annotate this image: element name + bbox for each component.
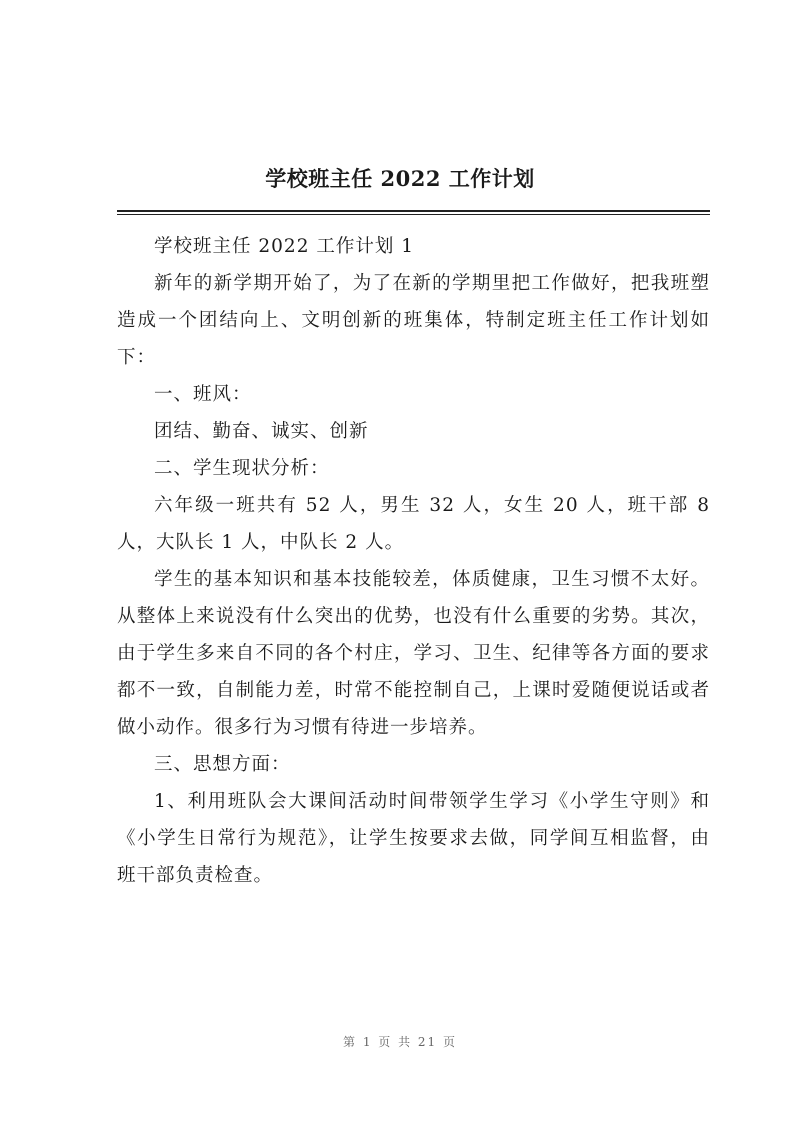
paragraph-intro: 新年的新学期开始了，为了在新的学期里把工作做好，把我班塑造成一个团结向上、文明创新的班集体，特制定班主任工作计划如下：: [117, 273, 710, 368]
heading-ideology: 三、思想方面：: [154, 754, 291, 775]
document-body: [117, 228, 710, 894]
paragraph-student-count: 六年级一班共有 52 人，男生 32 人，女生 20 人，班干部 8 人，大队长 1 人，中队长 2 人。: [117, 495, 710, 553]
heading-student-analysis: 二、学生现状分析：: [154, 458, 330, 479]
document-title: 学校班主任 2022 工作计划: [265, 166, 535, 191]
paragraph-subtitle: 学校班主任 2022 工作计划 1: [154, 236, 414, 257]
title-divider-thick: [117, 210, 710, 212]
page-number-footer: 第 1 页 共 21 页: [343, 1035, 457, 1049]
heading-class-style: 一、班风：: [154, 384, 252, 405]
paragraph-student-analysis: 学生的基本知识和基本技能较差，体质健康，卫生习惯不太好。从整体上来说没有什么突出的优势，也没有什么重要的劣势。其次，由于学生多来自不同的各个村庄，学习、卫生、纪律等各方面的要求都不一致，自制能力差，时常不能控制自己，上课时爱随便说话或者做小动作。很多行为习惯有待进一步培养。: [117, 569, 710, 738]
paragraph-ideology-1: 1、利用班队会大课间活动时间带领学生学习《小学生守则》和《小学生日常行为规范》，让学生按要求去做，同学间互相监督，由班干部负责检查。: [117, 791, 710, 886]
title-divider-thin: [117, 214, 710, 215]
paragraph-class-style: 团结、勤奋、诚实、创新: [154, 421, 369, 442]
